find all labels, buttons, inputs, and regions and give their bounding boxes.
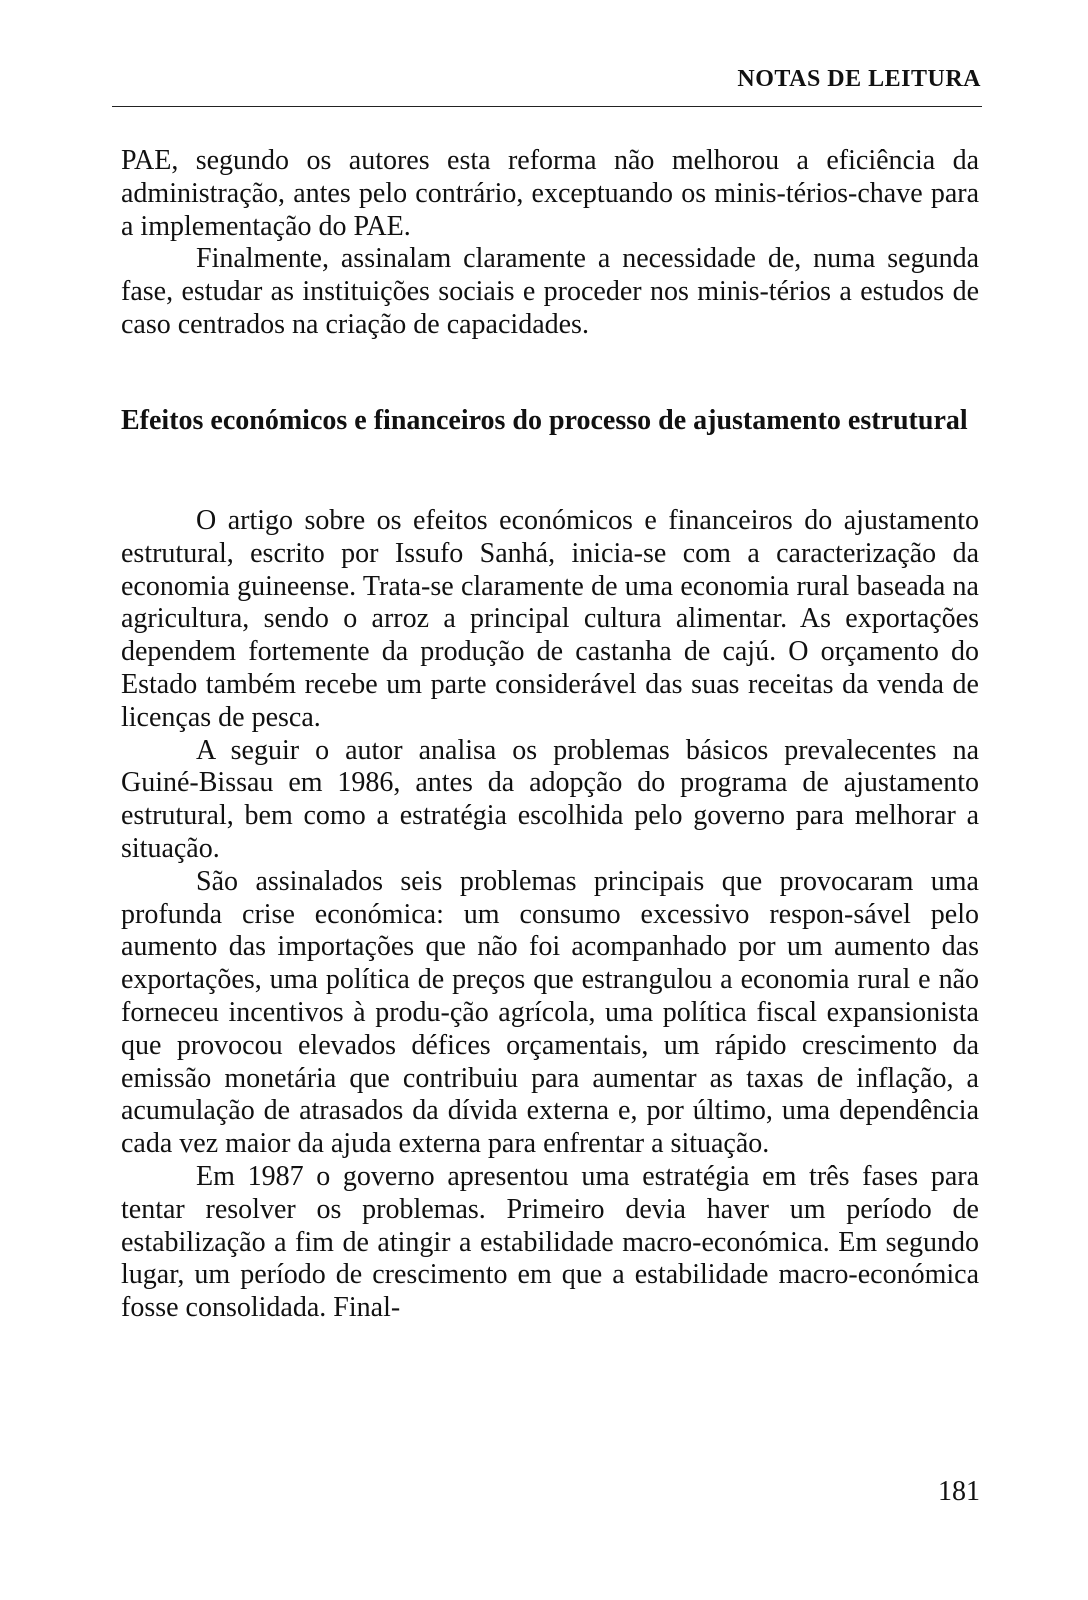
- paragraph: São assinalados seis problemas principais que provocaram uma profunda crise económica: um consumo excessivo respon-sável pelo aumento das importações que não foi acompanhado por um aumento das exportações, uma política de preços que estrangulou a economia rural e não forneceu incentivos à produ-ção agrícola, uma política fiscal expansionista que provocou elevados défices orçamentais, um rápido crescimento da emissão monetária que contribuiu para aumentar as taxas de inflação, a acumulação de atrasados da dívida externa e, por último, uma dependência cada vez maior da ajuda externa para enfrentar a situação.: [121, 865, 979, 1160]
- page-number: 181: [938, 1476, 980, 1507]
- section-text: [121, 505, 979, 1325]
- paragraph: A seguir o autor analisa os problemas básicos prevalecentes na Guiné-Bissau em 1986, antes da adopção do programa de ajustamento estrutural, bem como a estratégia escolhida pelo governo para melhorar a situação.: [121, 734, 979, 864]
- paragraph: Em 1987 o governo apresentou uma estratégia em três fases para tentar resolver os problemas. Primeiro devia haver um período de estabilização a fim de atingir a estabilidade macro-económica. Em segundo lugar, um período de crescimento em que a estabilidade macro-económica fosse consolidada. Final-: [121, 1160, 979, 1324]
- header-rule: [112, 106, 982, 107]
- section-heading: Efeitos económicos e financeiros do processo de ajustamento estrutural: [121, 405, 968, 436]
- paragraph: Finalmente, assinalam claramente a necessidade de, numa segunda fase, estudar as instituições sociais e proceder nos minis-térios a estudos de caso centrados na criação de capacidades.: [121, 243, 979, 340]
- paragraph: O artigo sobre os efeitos económicos e financeiros do ajustamento estrutural, escrito por Issufo Sanhá, inicia-se com a caracterização da economia guineense. Trata-se claramente de uma economia rural baseada na agricultura, sendo o arroz a principal cultura alimentar. As exportações dependem fortemente da produção de castanha de cajú. O orçamento do Estado também recebe um parte considerável das suas receitas da venda de licenças de pesca.: [121, 505, 979, 733]
- intro-text: [121, 145, 979, 342]
- running-head: NOTAS DE LEITURA: [737, 66, 981, 92]
- paragraph: PAE, segundo os autores esta reforma não melhorou a eficiência da administração, antes pelo contrário, exceptuando os minis-térios-chave para a implementação do PAE.: [121, 145, 979, 242]
